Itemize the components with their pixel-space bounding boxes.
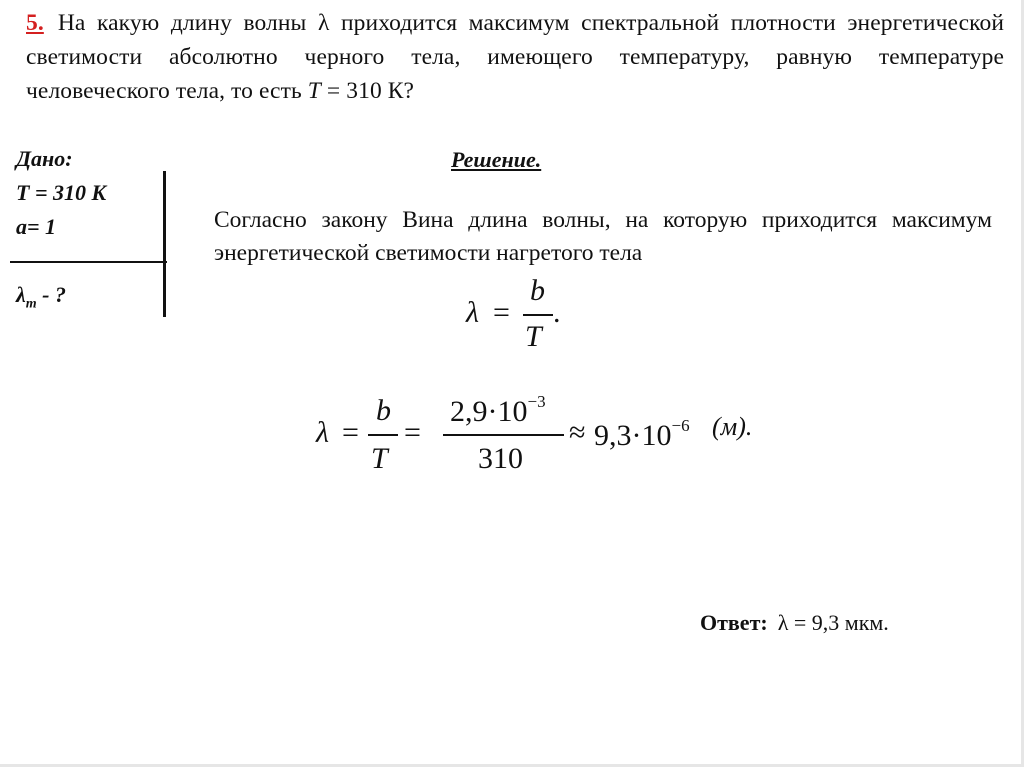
given-find [16,278,66,321]
solution-title: Решение. [451,147,542,172]
formula2-numerator-2 [450,392,546,429]
formula1-lambda: λ [466,296,479,329]
given-horizontal-divider [10,261,167,263]
formula2-fraction-bar-1 [368,434,398,436]
formula2-lambda: λ [316,416,329,449]
formula1-fraction-bar [523,314,553,316]
formula1-numerator: b [530,274,545,307]
given-vertical-divider [163,171,166,317]
given-temperature: T = 310 K [16,180,107,205]
given-title: Дано: [16,146,73,171]
problem-text-start: На какую длину волны [57,10,307,36]
formula2-numerator-exp: −3 [527,392,546,411]
formula2-result-base: 9,3·10 [594,419,672,452]
given-a: a= 1 [16,214,57,239]
formula1-equals: = [493,296,510,329]
formula1-denominator: T [525,320,542,353]
formula2-result [594,416,690,453]
find-lambda: λ [16,282,26,307]
answer-value: λ = 9,3 мкм. [777,610,889,635]
problem-t-symbol: T [307,78,321,104]
find-subscript: m [25,296,37,312]
formula2-result-exp: −6 [671,416,690,435]
formula2-numerator-1: b [376,394,391,427]
find-rest: - ? [36,282,66,307]
formula2-denominator-2: 310 [478,442,523,475]
problem-text-main: приходится максимум спектральной плотности энергетической светимости абсолютно черного тела, имеющего температуру, равную температуре человеческого тела, то есть [26,10,1004,104]
formula2-denominator-1: T [371,442,388,475]
formula2-numerator-base: 2,9·10 [450,395,528,428]
formula2-unit: (м). [712,412,753,441]
formula2-equals-2: = [404,416,421,449]
given-block [16,142,107,312]
formula2-equals-1: = [342,416,359,449]
formula2-approx: ≈ [569,416,586,449]
answer [700,610,889,636]
formula2-fraction-bar-2 [443,434,564,436]
solution-text: Согласно закону Вина длина волны, на которую приходится максимум энергетической светимости нагретого тела [214,207,992,266]
answer-label: Ответ: [700,610,768,635]
problem-number: 5. [26,10,44,36]
formula1-period: . [553,296,561,329]
problem-statement [26,6,1004,108]
problem-lambda: λ [317,10,330,36]
problem-t-value: = 310 К? [326,78,415,104]
